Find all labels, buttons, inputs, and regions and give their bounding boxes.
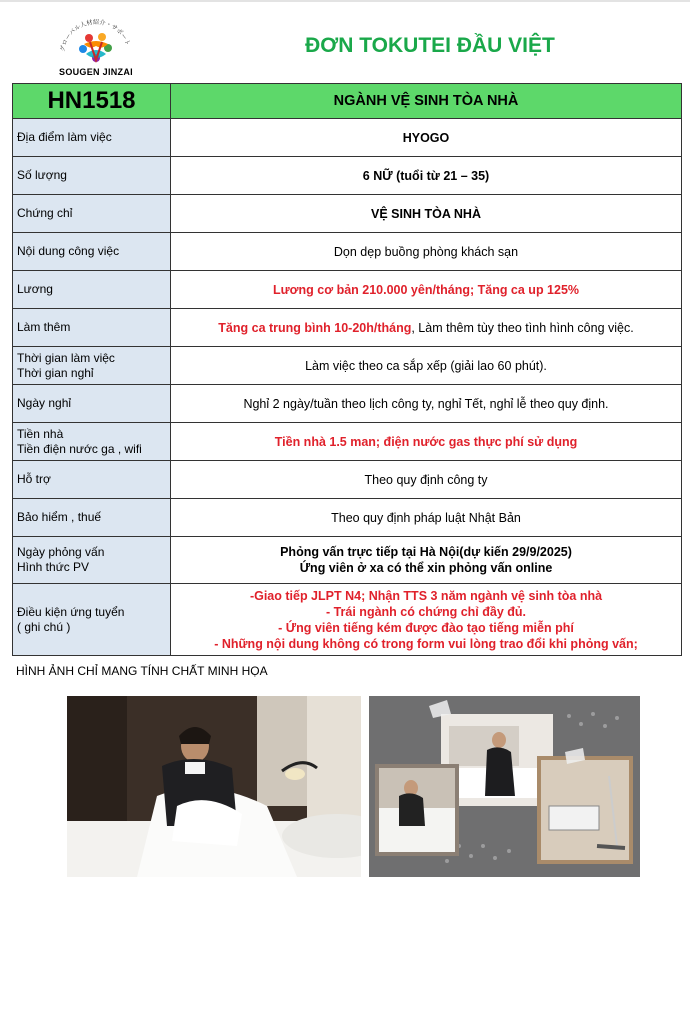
page-title: ĐƠN TOKUTEI ĐẦU VIỆT: [305, 34, 555, 57]
label-line: Tiền điện nước ga , wifi: [17, 441, 142, 456]
row-value: Lương cơ bản 210.000 yên/tháng; Tăng ca up 125%: [171, 271, 682, 309]
table-row: [13, 499, 682, 537]
row-label: Địa điểm làm việc: [13, 119, 171, 157]
table-row: [13, 157, 682, 195]
job-code: HN1518: [13, 84, 171, 119]
top-divider: [0, 0, 690, 2]
job-details-table: [12, 83, 682, 656]
row-value: 6 NỮ (tuổi từ 21 – 35): [171, 157, 682, 195]
value-line: Ứng viên ở xa có thể xin phỏng vấn online: [299, 561, 553, 575]
row-value: [171, 584, 682, 656]
row-value: HYOGO: [171, 119, 682, 157]
illustration-note: HÌNH ẢNH CHỈ MANG TÍNH CHẤT MINH HỌA: [16, 664, 268, 678]
row-value: VỆ SINH TÒA NHÀ: [171, 195, 682, 233]
company-logo: [46, 16, 146, 80]
condition-line: - Ứng viên tiếng kém được đào tạo tiếng miễn phí: [278, 620, 574, 635]
row-label: Ngày nghỉ: [13, 385, 171, 423]
label-line: Điều kiện ứng tuyển: [17, 604, 125, 619]
overtime-highlight: Tăng ca trung bình 10-20h/tháng: [218, 320, 412, 335]
label-line: Thời gian làm việc: [17, 350, 115, 365]
table-row: [13, 584, 682, 656]
row-label: Nội dung công việc: [13, 233, 171, 271]
row-label: Làm thêm: [13, 309, 171, 347]
table-row: [13, 195, 682, 233]
row-label: [13, 423, 171, 461]
label-line: Tiền nhà: [17, 426, 64, 441]
industry-title: NGÀNH VỆ SINH TÒA NHÀ: [171, 84, 682, 119]
table-header-row: [13, 84, 682, 119]
row-value: [171, 537, 682, 584]
label-line: Ngày phỏng vấn: [17, 545, 105, 559]
value-line: Phỏng vấn trực tiếp tại Hà Nội(dự kiến 29/9/2025): [280, 545, 572, 559]
overtime-note: , Làm thêm tùy theo tình hình công việc.: [411, 320, 634, 335]
row-value: Tiền nhà 1.5 man; điện nước gas thực phí sử dụng: [171, 423, 682, 461]
row-label: [13, 584, 171, 656]
row-label: Hỗ trợ: [13, 461, 171, 499]
logo-text: SOUGEN JINZAI: [59, 67, 133, 77]
table-row: [13, 385, 682, 423]
label-line: Hình thức PV: [17, 560, 90, 574]
label-line: ( ghi chú ): [17, 619, 71, 634]
row-value: Làm việc theo ca sắp xếp (giải lao 60 phút).: [171, 347, 682, 385]
row-label: Số lượng: [13, 157, 171, 195]
row-label: [13, 347, 171, 385]
logo-icon: [46, 16, 146, 68]
svg-text:グローバル人材紹介・サポート: グローバル人材紹介・サポート: [59, 18, 132, 53]
row-value: Theo quy định pháp luật Nhật Bản: [171, 499, 682, 537]
condition-line: - Trái ngành có chứng chỉ đầy đủ.: [325, 604, 527, 619]
table-row: [13, 461, 682, 499]
condition-line: -Giao tiếp JLPT N4; Nhận TTS 3 năm ngành vệ sinh tòa nhà: [249, 588, 603, 603]
row-label: Bảo hiểm , thuế: [13, 499, 171, 537]
row-label: Chứng chỉ: [13, 195, 171, 233]
table-row: [13, 233, 682, 271]
table-row: [13, 309, 682, 347]
label-line: Thời gian nghỉ: [17, 365, 94, 380]
row-value: Theo quy định công ty: [171, 461, 682, 499]
row-label: Lương: [13, 271, 171, 309]
table-row: [13, 347, 682, 385]
hotel-housekeeping-photo: [67, 696, 361, 877]
housekeeping-collage-photo: [369, 696, 640, 877]
row-label: [13, 537, 171, 584]
row-value: Nghỉ 2 ngày/tuần theo lịch công ty, nghỉ Tết, nghỉ lễ theo quy định.: [171, 385, 682, 423]
table-row: [13, 271, 682, 309]
condition-line: - Những nội dung không có trong form vui lòng trao đổi khi phỏng vấn;: [214, 636, 638, 651]
table-row: [13, 423, 682, 461]
row-value: Dọn dẹp buồng phòng khách sạn: [171, 233, 682, 271]
row-value: [171, 309, 682, 347]
table-row: [13, 537, 682, 584]
table-row: [13, 119, 682, 157]
